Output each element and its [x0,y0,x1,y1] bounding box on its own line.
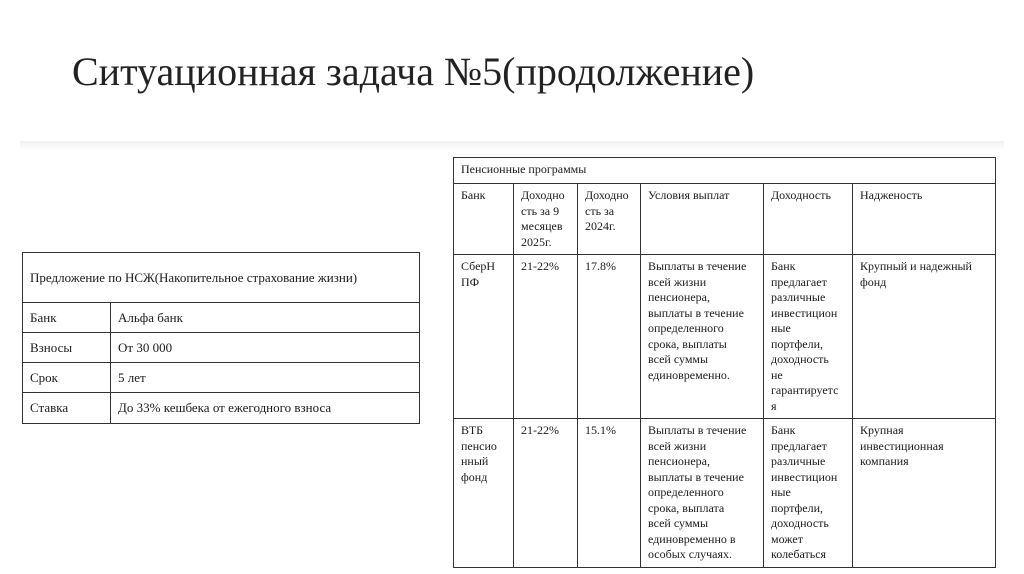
header-row [454,184,996,255]
table-row [23,393,420,424]
table-row [23,303,420,333]
nsj-label: Банк [23,303,111,333]
title-divider [20,141,1004,151]
column-header: Условия выплат [641,184,764,255]
cell-reliability: Крупный и надежный фонд [853,255,996,419]
column-header: Надженость [853,184,996,255]
cell-bank: СберН ПФ [454,255,514,419]
nsj-offer-table [22,252,420,424]
nsj-value: От 30 000 [111,333,420,363]
nsj-label: Взносы [23,333,111,363]
nsj-label: Срок [23,363,111,393]
nsj-label: Ставка [23,393,111,424]
slide-title: Ситуационная задача №5(продолжение) [72,49,755,94]
column-header: Банк [454,184,514,255]
nsj-caption: Предложение по НСЖ(Накопительное страхование жизни) [23,253,420,303]
nsj-value: До 33% кешбека от ежегодного взноса [111,393,420,424]
table-row [454,419,996,568]
cell-payout-terms: Выплаты в течение всей жизни пенсионера, выплаты в течение определенного срока, выплаты всей суммы единовременно. [641,255,764,419]
table-row [23,333,420,363]
cell-bank: ВТБ пенсио нный фонд [454,419,514,568]
column-header: Доходно сть за 9 месяцев 2025г. [514,184,578,255]
cell-yield-2024: 15.1% [578,419,641,568]
cell-yield-2025: 21-22% [514,419,578,568]
cell-yield: Банк предлагает различные инвестицион ные портфели, доходность не гарантируетс я [764,255,853,419]
cell-yield-2025: 21-22% [514,255,578,419]
cell-payout-terms: Выплаты в течение всей жизни пенсионера, выплаты в течение определенного срока, выплата всей суммы единовременно в особых случаях. [641,419,764,568]
nsj-value: Альфа банк [111,303,420,333]
nsj-value: 5 лет [111,363,420,393]
column-header: Доходно сть за 2024г. [578,184,641,255]
pension-programs-table [453,157,996,568]
cell-reliability: Крупная инвестиционная компания [853,419,996,568]
table-row [23,363,420,393]
pension-caption: Пенсионные программы [454,158,996,184]
cell-yield: Банк предлагает различные инвестицион ные портфели, доходность может колебаться [764,419,853,568]
cell-yield-2024: 17.8% [578,255,641,419]
table-row [454,255,996,419]
column-header: Доходность [764,184,853,255]
